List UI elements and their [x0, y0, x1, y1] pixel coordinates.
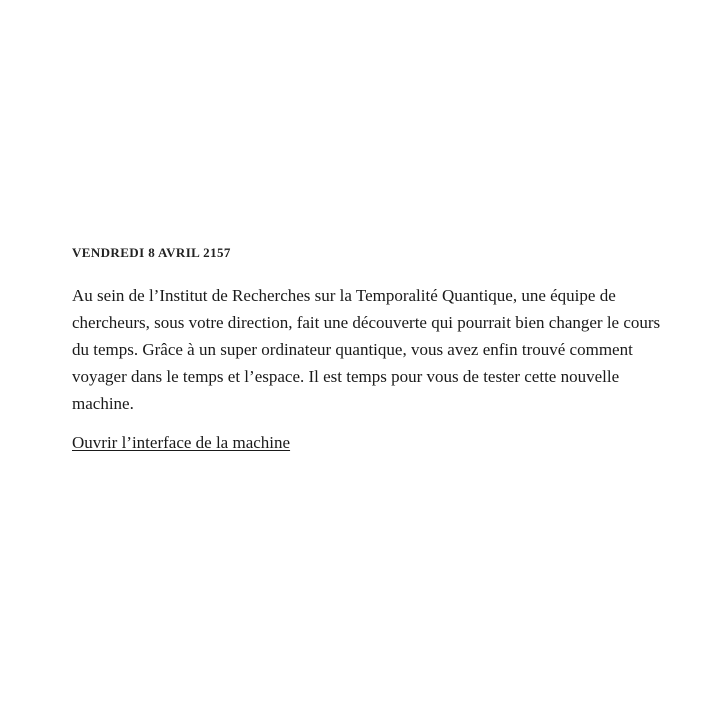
date-heading: VENDREDI 8 AVRIL 2157 — [72, 245, 231, 260]
open-machine-interface-link[interactable]: Ouvrir l’interface de la machine — [72, 433, 291, 452]
story-passage — [72, 244, 662, 455]
story-paragraph: Au sein de l’Institut de Recherches sur la Temporalité Quantique, une équipe de chercheurs, sous votre direction, fait une découverte qui pourrait bien changer le cours du temps. Grâce à un super ordinateur quantique, vous avez enfin trouvé comment voyager dans le temps et l’espace. Il est temps pour vous de tester cette nouvelle machine. — [72, 286, 661, 413]
